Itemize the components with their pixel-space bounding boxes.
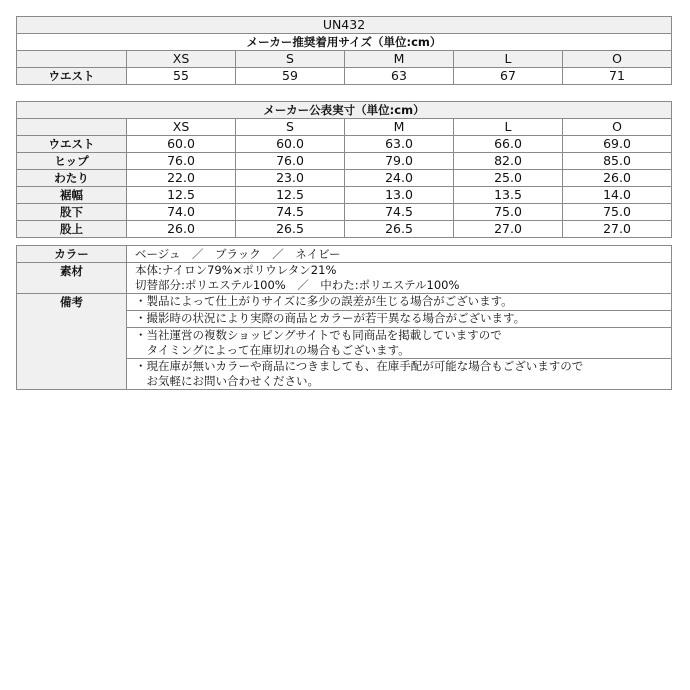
note-item xyxy=(127,311,672,328)
table-cell: 85.0 xyxy=(563,153,672,170)
size-header-xs: XS xyxy=(127,119,236,136)
table-cell: 76.0 xyxy=(236,153,345,170)
table-row xyxy=(17,246,672,263)
table-row xyxy=(17,153,672,170)
table-cell: 22.0 xyxy=(127,170,236,187)
note-line: ・当社運営の複数ショッピングサイトでも同商品を掲載していますので xyxy=(135,328,502,342)
table-cell: 55 xyxy=(127,68,236,85)
table-row xyxy=(17,221,672,238)
row-label: わたり xyxy=(17,170,127,187)
recommended-size-table xyxy=(16,16,672,85)
table-cell: 27.0 xyxy=(563,221,672,238)
size-header-o: O xyxy=(563,51,672,68)
notes-label: 備考 xyxy=(17,294,127,390)
note-line: ・現在庫が無いカラーや商品につきましても、在庫手配が可能な場合もございますので xyxy=(135,359,584,373)
table-cell: 74.5 xyxy=(236,204,345,221)
note-line: タイミングによって在庫切れの場合もございます。 xyxy=(135,343,410,357)
header-corner xyxy=(17,119,127,136)
table-cell: 26.0 xyxy=(127,221,236,238)
table-row xyxy=(17,187,672,204)
size-header-o: O xyxy=(563,119,672,136)
table-cell: 63.0 xyxy=(345,136,454,153)
note-item xyxy=(127,359,672,390)
table-cell: 60.0 xyxy=(127,136,236,153)
table-cell: 24.0 xyxy=(345,170,454,187)
table-cell: 26.5 xyxy=(236,221,345,238)
size-header-s: S xyxy=(236,119,345,136)
table-cell: 67 xyxy=(454,68,563,85)
size-header-m: M xyxy=(345,51,454,68)
row-label: 股下 xyxy=(17,204,127,221)
model-number: UN432 xyxy=(17,17,672,34)
recommended-size-title: メーカー推奨着用サイズ（単位:cm） xyxy=(17,34,672,51)
row-label: 股上 xyxy=(17,221,127,238)
table-row xyxy=(17,294,672,311)
table-cell: 71 xyxy=(563,68,672,85)
table-cell: 25.0 xyxy=(454,170,563,187)
table-row xyxy=(17,263,672,294)
size-header-l: L xyxy=(454,51,563,68)
table-cell: 63 xyxy=(345,68,454,85)
size-header-xs: XS xyxy=(127,51,236,68)
table-cell: 23.0 xyxy=(236,170,345,187)
row-label: ウエスト xyxy=(17,136,127,153)
table-cell: 69.0 xyxy=(563,136,672,153)
table-row xyxy=(17,204,672,221)
actual-measurement-table xyxy=(16,101,672,238)
material-label: 素材 xyxy=(17,263,127,294)
actual-size-title: メーカー公表実寸（単位:cm） xyxy=(17,102,672,119)
row-label: 裾幅 xyxy=(17,187,127,204)
table-cell: 59 xyxy=(236,68,345,85)
table-cell: 66.0 xyxy=(454,136,563,153)
table-cell: 82.0 xyxy=(454,153,563,170)
table-cell: 79.0 xyxy=(345,153,454,170)
row-label: ヒップ xyxy=(17,153,127,170)
table-row xyxy=(17,170,672,187)
table-row xyxy=(17,136,672,153)
table-cell: 26.5 xyxy=(345,221,454,238)
color-label: カラー xyxy=(17,246,127,263)
table-cell: 75.0 xyxy=(563,204,672,221)
note-line: ・製品によって仕上がりサイズに多少の誤差が生じる場合がございます。 xyxy=(135,294,513,308)
row-label-waist: ウエスト xyxy=(17,68,127,85)
table-cell: 13.0 xyxy=(345,187,454,204)
material-line: 切替部分:ポリエステル100% ／ 中わた:ポリエステル100% xyxy=(135,278,460,292)
note-item xyxy=(127,328,672,359)
table-cell: 76.0 xyxy=(127,153,236,170)
table-cell: 12.5 xyxy=(127,187,236,204)
table-cell: 60.0 xyxy=(236,136,345,153)
table-cell: 13.5 xyxy=(454,187,563,204)
material-value xyxy=(127,263,672,294)
table-cell: 26.0 xyxy=(563,170,672,187)
size-header-m: M xyxy=(345,119,454,136)
note-line: お気軽にお問い合わせください。 xyxy=(135,374,319,388)
table-cell: 27.0 xyxy=(454,221,563,238)
note-item xyxy=(127,294,672,311)
table-cell: 14.0 xyxy=(563,187,672,204)
product-info-table xyxy=(16,245,672,390)
table-cell: 74.0 xyxy=(127,204,236,221)
table-cell: 12.5 xyxy=(236,187,345,204)
size-header-l: L xyxy=(454,119,563,136)
table-row xyxy=(17,68,672,85)
header-corner xyxy=(17,51,127,68)
color-value: ベージュ ／ ブラック ／ ネイビー xyxy=(127,246,672,263)
table-cell: 75.0 xyxy=(454,204,563,221)
material-line: 本体:ナイロン79%×ポリウレタン21% xyxy=(135,263,337,277)
note-line: ・撮影時の状況により実際の商品とカラーが若干異なる場合がございます。 xyxy=(135,311,526,325)
size-header-s: S xyxy=(236,51,345,68)
table-cell: 74.5 xyxy=(345,204,454,221)
